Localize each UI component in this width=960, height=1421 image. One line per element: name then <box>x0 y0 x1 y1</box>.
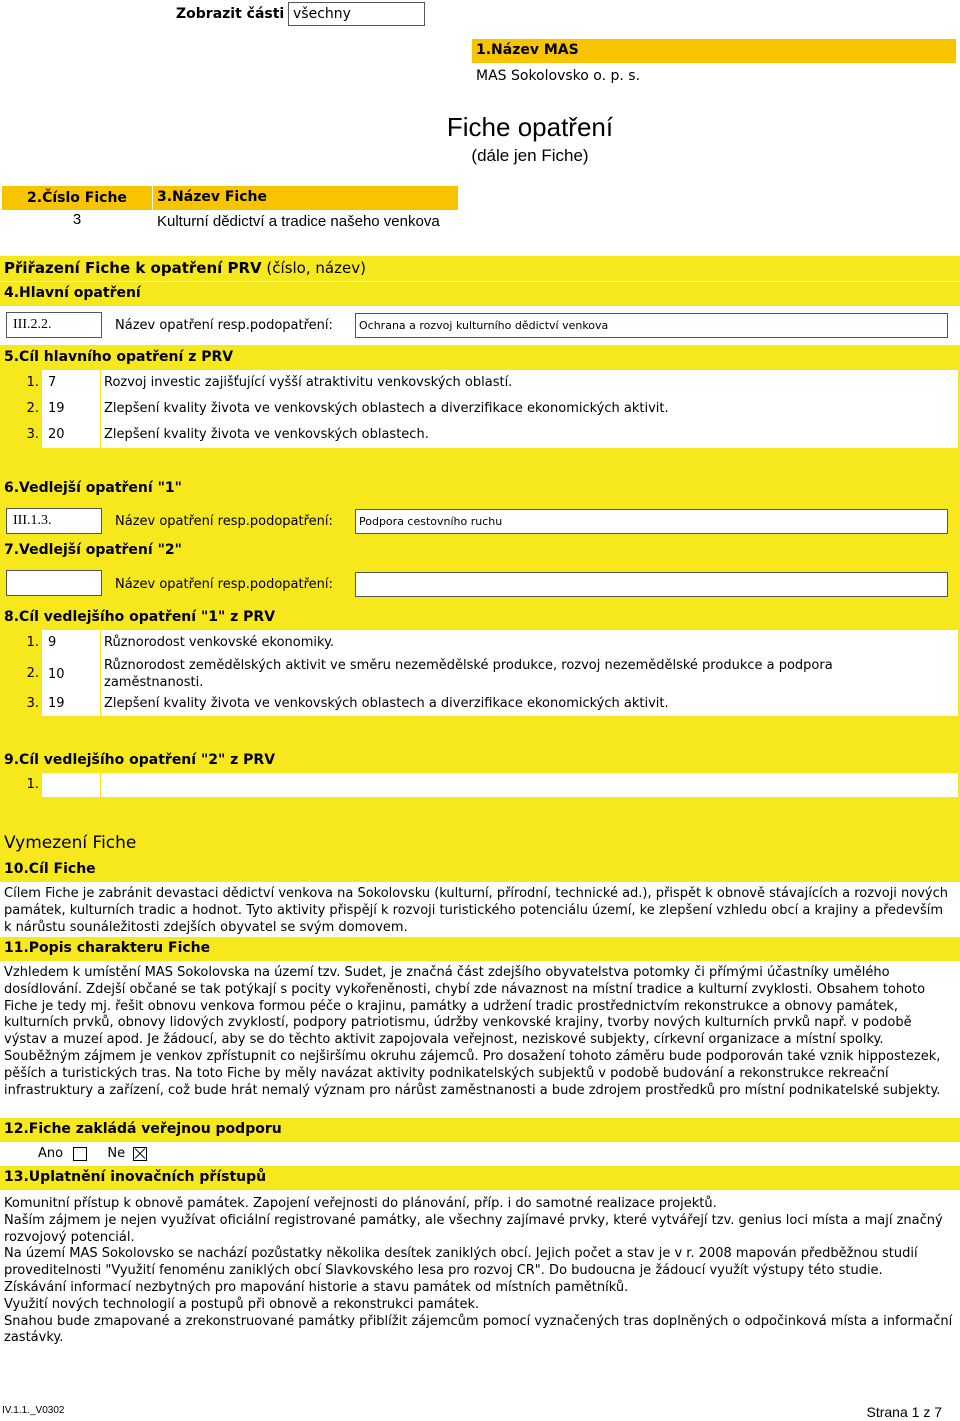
list-item <box>42 370 958 396</box>
goal-code: 19 <box>48 696 65 711</box>
list-item <box>42 655 958 693</box>
goal-index: 1. <box>26 375 39 390</box>
assignment-heading-bold: Přiřazení Fiche k opatření PRV <box>4 259 262 277</box>
goal-text: Zlepšení kvality života ve venkovských oblastech a diverzifikace ekonomických aktivit. <box>104 401 669 416</box>
side2-goal-label: 9.Cíl vedlejšího opatření "2" z PRV <box>0 748 960 773</box>
innovation-line: Získávání informací nezbytných pro mapování historie a stavu památek od místních pamětníků. <box>4 1279 629 1295</box>
goal-index: 2. <box>26 666 39 681</box>
main-goal-label: 5.Cíl hlavního opatření z PRV <box>0 345 960 370</box>
mas-name: MAS Sokolovsko o. p. s. <box>476 68 641 84</box>
innovation-label: 13.Uplatnění inovačních přístupů <box>0 1166 960 1190</box>
main-measure-name-label: Název opatření resp.podopatření: <box>115 318 333 333</box>
side2-goal-list <box>42 773 958 797</box>
list-item <box>42 693 958 715</box>
main-measure-name[interactable]: Ochrana a rozvoj kulturního dědictví venkova <box>355 313 948 338</box>
page-number: Strana 1 z 7 <box>866 1404 942 1420</box>
list-item <box>42 422 958 448</box>
goal-index: 3. <box>26 427 39 442</box>
side2-name[interactable] <box>355 572 948 597</box>
side2-code[interactable] <box>6 570 102 596</box>
goal-text: Cílem Fiche je zabránit devastaci dědictví venkova na Sokolovsku (kulturní, přírodní, technické ad.), přispět k obnově stávajících a rozvoji nových památek, kulturních tradic a hodnot. Tyto aktivity přispějí k rozvoji turistického potenciálu území, ke zlepšení vzhledu obcí a krajiny a především k nárůstu sounáležitosti zdejších obyvatel se svým domovem. <box>4 886 949 935</box>
public-support-options <box>38 1146 147 1161</box>
goal-code: 19 <box>48 401 65 416</box>
footer-code: IV.1.1._V0302 <box>2 1405 65 1416</box>
fiche-number: 3 <box>72 211 82 228</box>
side2-name-label: Název opatření resp.podopatření: <box>115 577 333 592</box>
innovation-line: Využití nových technologií a postupů při obnově a rekonstrukci památek. <box>4 1296 480 1312</box>
side1-code[interactable]: III.1.3. <box>6 508 102 534</box>
no-label: Ne <box>107 1146 126 1161</box>
innovation-line: Na území MAS Sokolovsko se nachází pozůstatky několika desítek zaniklých obcí. Jejich počet a stav je v r. 2008 mapován předběžnou studií proveditelnosti "Využití fenoménu zaniklých obcí Slavkovského lesa pro rozvoj CR". Do budoucna je žádoucí využít výstupy této studie. <box>4 1246 918 1279</box>
character-label: 11.Popis charakteru Fiche <box>0 937 960 961</box>
goal-index: 3. <box>26 696 39 711</box>
goal-index: 1. <box>26 635 39 650</box>
side1-goal-indices <box>0 630 42 715</box>
column-divider <box>100 773 101 797</box>
main-measure-code[interactable]: III.2.2. <box>6 312 102 338</box>
page-title: Fiche opatření <box>446 112 614 142</box>
list-item <box>42 630 958 655</box>
goal-text: Různorodost venkovské ekonomiky. <box>104 635 335 650</box>
mas-title: 1.Název MAS <box>472 39 956 63</box>
character-text: Vzhledem k umístění MAS Sokolovska na území tzv. Sudet, je značná část zdejšího obyvatelstva potomky či přímými účastníky umělého dosídlování. Zdejší občané se tak potýkají s pocity vykořeněnosti, chybí zde návaznost na místní tradice a kulturní zvyklosti. Obsahem tohoto Fiche je tedy mj. řešit obnovu venkova formou péče o krajinu, památky a udržení tradic prostřednictvím rekonstrukce a obnovy památek, kulturních prvků, obnovy lidových zvyklostí, podpory patriotismu, údržby venkovské krajiny, tvorby nových kulturních prvků např. v podobě výstav a muzeí apod. Je žádoucí, aby se do těchto aktivit zapojovala veřejnost, neziskové subjekty, církevní organizace a místní spolky. Souběžným zájmem je venkov zpřístupnit co nejširšímu okruhu zájemců. Pro dosažení tohoto záměru bude podporován také vznik hippostezek, pěších a turistických tras. Na toto Fiche by měly navázat aktivity podnikatelských subjektů v podobě budování a rekonstrukce rekreační infrastruktury a zařízení, což bude hrát nemalý význam pro nárůst zaměstnanosti a bude zdrojem prostředků pro místní podnikatelské subjekty. <box>4 965 941 1098</box>
goal-text: Zlepšení kvality života ve venkovských oblastech a diverzifikace ekonomických aktivit. <box>104 696 669 711</box>
goal-code: 10 <box>48 667 65 682</box>
goal-text: Rozvoj investic zajišťující vyšší atraktivitu venkovských oblastí. <box>104 375 513 390</box>
innovation-text <box>4 1196 956 1347</box>
goal-text: Různorodost zemědělských aktivit ve směru nezemědělské produkce, rozvoj nezemědělské produkce a podpora zaměstnanosti. <box>104 658 833 690</box>
fiche-name: Kulturní dědictví a tradice našeho venkova <box>157 213 440 230</box>
column-divider <box>100 370 101 448</box>
goal-index: 2. <box>26 401 39 416</box>
side2-label: 7.Vedlejší opatření "2" <box>0 538 960 563</box>
goal-code: 9 <box>48 635 57 650</box>
no-checkbox-checked[interactable] <box>133 1147 147 1161</box>
fiche-number-label: 2.Číslo Fiche <box>2 186 152 210</box>
main-measure-label: 4.Hlavní opatření <box>0 282 960 306</box>
goal-index: 1. <box>26 777 39 792</box>
page-subtitle: (dále jen Fiche) <box>471 146 589 165</box>
innovation-line: Komunitní přístup k obnově památek. Zapojení veřejnosti do plánování, příp. i do samotné realizace projektů. <box>4 1196 717 1211</box>
definition-title: Vymezení Fiche <box>0 828 960 858</box>
goal-code: 7 <box>48 375 57 390</box>
assignment-header <box>0 256 960 281</box>
side1-goal-items <box>42 630 958 715</box>
innovation-line: Snahou bude zmapované a zrekonstruované památky přiblížit zájemcům pomocí vyznačených tras doplněných o odpočinková místa a informační zastávky. <box>4 1313 953 1346</box>
main-goal-items <box>42 370 958 448</box>
goal-label: 10.Cíl Fiche <box>0 858 960 882</box>
side1-name[interactable]: Podpora cestovního ruchu <box>355 509 948 534</box>
list-item <box>42 396 958 422</box>
fiche-name-label: 3.Název Fiche <box>153 186 458 210</box>
display-label: Zobrazit části <box>176 6 285 22</box>
column-divider <box>100 630 101 716</box>
innovation-line: Naším zájmem je nejen využívat oficiální registrované památky, ale všechny zajímavé prvky, které vytvářejí tzv. genius loci místa a mají značný rozvojový potenciál. <box>4 1212 943 1245</box>
public-support-label: 12.Fiche zakládá veřejnou podporu <box>0 1118 960 1142</box>
goal-text: Zlepšení kvality života ve venkovských oblastech. <box>104 427 429 442</box>
side1-label: 6.Vedlejší opatření "1" <box>0 476 960 501</box>
main-goal-indices <box>0 370 42 448</box>
side1-name-label: Název opatření resp.podopatření: <box>115 514 333 529</box>
goal-code: 20 <box>48 427 65 442</box>
side1-goal-label: 8.Cíl vedlejšího opatření "1" z PRV <box>0 604 960 630</box>
display-select[interactable]: všechny <box>288 2 425 26</box>
yes-label: Ano <box>38 1146 64 1161</box>
yes-checkbox[interactable] <box>73 1147 87 1161</box>
assignment-heading-rest: (číslo, název) <box>261 259 366 277</box>
